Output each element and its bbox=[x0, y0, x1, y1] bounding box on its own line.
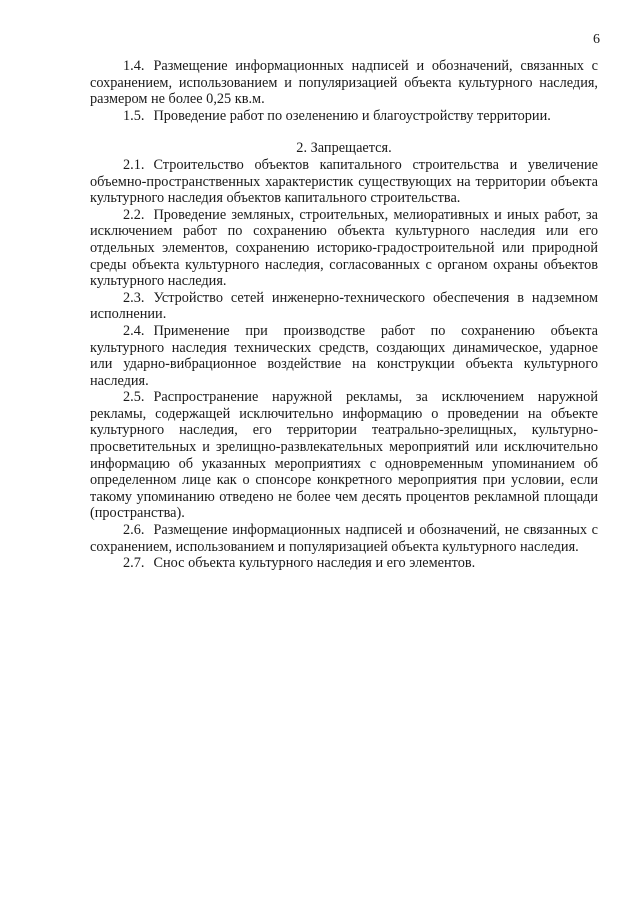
item-text: Проведение земляных, строительных, мелиоративных и иных работ, за исключением работ по сохранению объекта культурного наследия или его отдельных элементов, сохранению историко-градостроительной или природной среды объекта культурного наследия, согласованных с органом охраны объектов культурного наследия. bbox=[90, 206, 598, 290]
item-2-5 bbox=[90, 389, 598, 522]
item-text: Размещение информационных надписей и обозначений, связанных с сохранением, использованием и популяризацией объекта культурного наследия, размером не более 0,25 кв.м. bbox=[90, 58, 598, 108]
item-text: Строительство объектов капитального строительства и увеличение объемно-пространственных характеристик существующих на территории объекта культурного наследия объектов капитального строительства. bbox=[90, 156, 598, 207]
document-body bbox=[90, 58, 598, 572]
item-1-4 bbox=[90, 58, 598, 108]
item-number: 2.4. bbox=[123, 322, 145, 339]
item-2-4 bbox=[90, 323, 598, 389]
item-number: 1.5. bbox=[123, 107, 145, 124]
item-number: 2.1. bbox=[123, 156, 145, 173]
item-number: 2.6. bbox=[123, 522, 145, 539]
item-number: 2.5. bbox=[123, 389, 145, 406]
item-2-3 bbox=[90, 290, 598, 323]
item-text: Снос объекта культурного наследия и его элементов. bbox=[153, 555, 476, 572]
item-number: 2.3. bbox=[123, 289, 145, 306]
item-2-2 bbox=[90, 207, 598, 290]
item-text: Размещение информационных надписей и обозначений, не связанных с сохранением, использованием и популяризацией объекта культурного наследия. bbox=[90, 522, 598, 555]
item-number: 1.4. bbox=[123, 58, 145, 74]
page-number: 6 bbox=[593, 32, 600, 47]
item-number: 2.7. bbox=[123, 555, 145, 572]
item-text: Проведение работ по озеленению и благоустройству территории. bbox=[153, 107, 551, 124]
item-2-7 bbox=[90, 555, 598, 572]
item-text: Применение при производстве работ по сохранению объекта культурного наследия технических средств, создающих динамическое, ударное или ударно-вибрационное воздействие на конструкции объекта культурного наследия. bbox=[90, 322, 598, 389]
item-1-5 bbox=[90, 108, 598, 125]
item-2-6 bbox=[90, 522, 598, 555]
section-2-heading: 2. Запрещается. bbox=[296, 140, 392, 157]
item-2-1 bbox=[90, 157, 598, 207]
item-text: Устройство сетей инженерно-технического обеспечения в надземном исполнении. bbox=[90, 289, 598, 323]
item-text: Распространение наружной рекламы, за исключением наружной рекламы, содержащей исключительно информацию о проведении на объекте культурного наследия, его территории театрально-зрелищных, культурно-просветительных и зрелищно-развлекательных мероприятий или исключительно информацию об указанных мероприятиях с одновременным упоминанием об определенном лице как о спонсоре конкретного мероприятия при условии, если такому упоминанию отведено не более чем десять процентов рекламной площади (пространства). bbox=[90, 389, 598, 522]
item-number: 2.2. bbox=[123, 206, 145, 223]
